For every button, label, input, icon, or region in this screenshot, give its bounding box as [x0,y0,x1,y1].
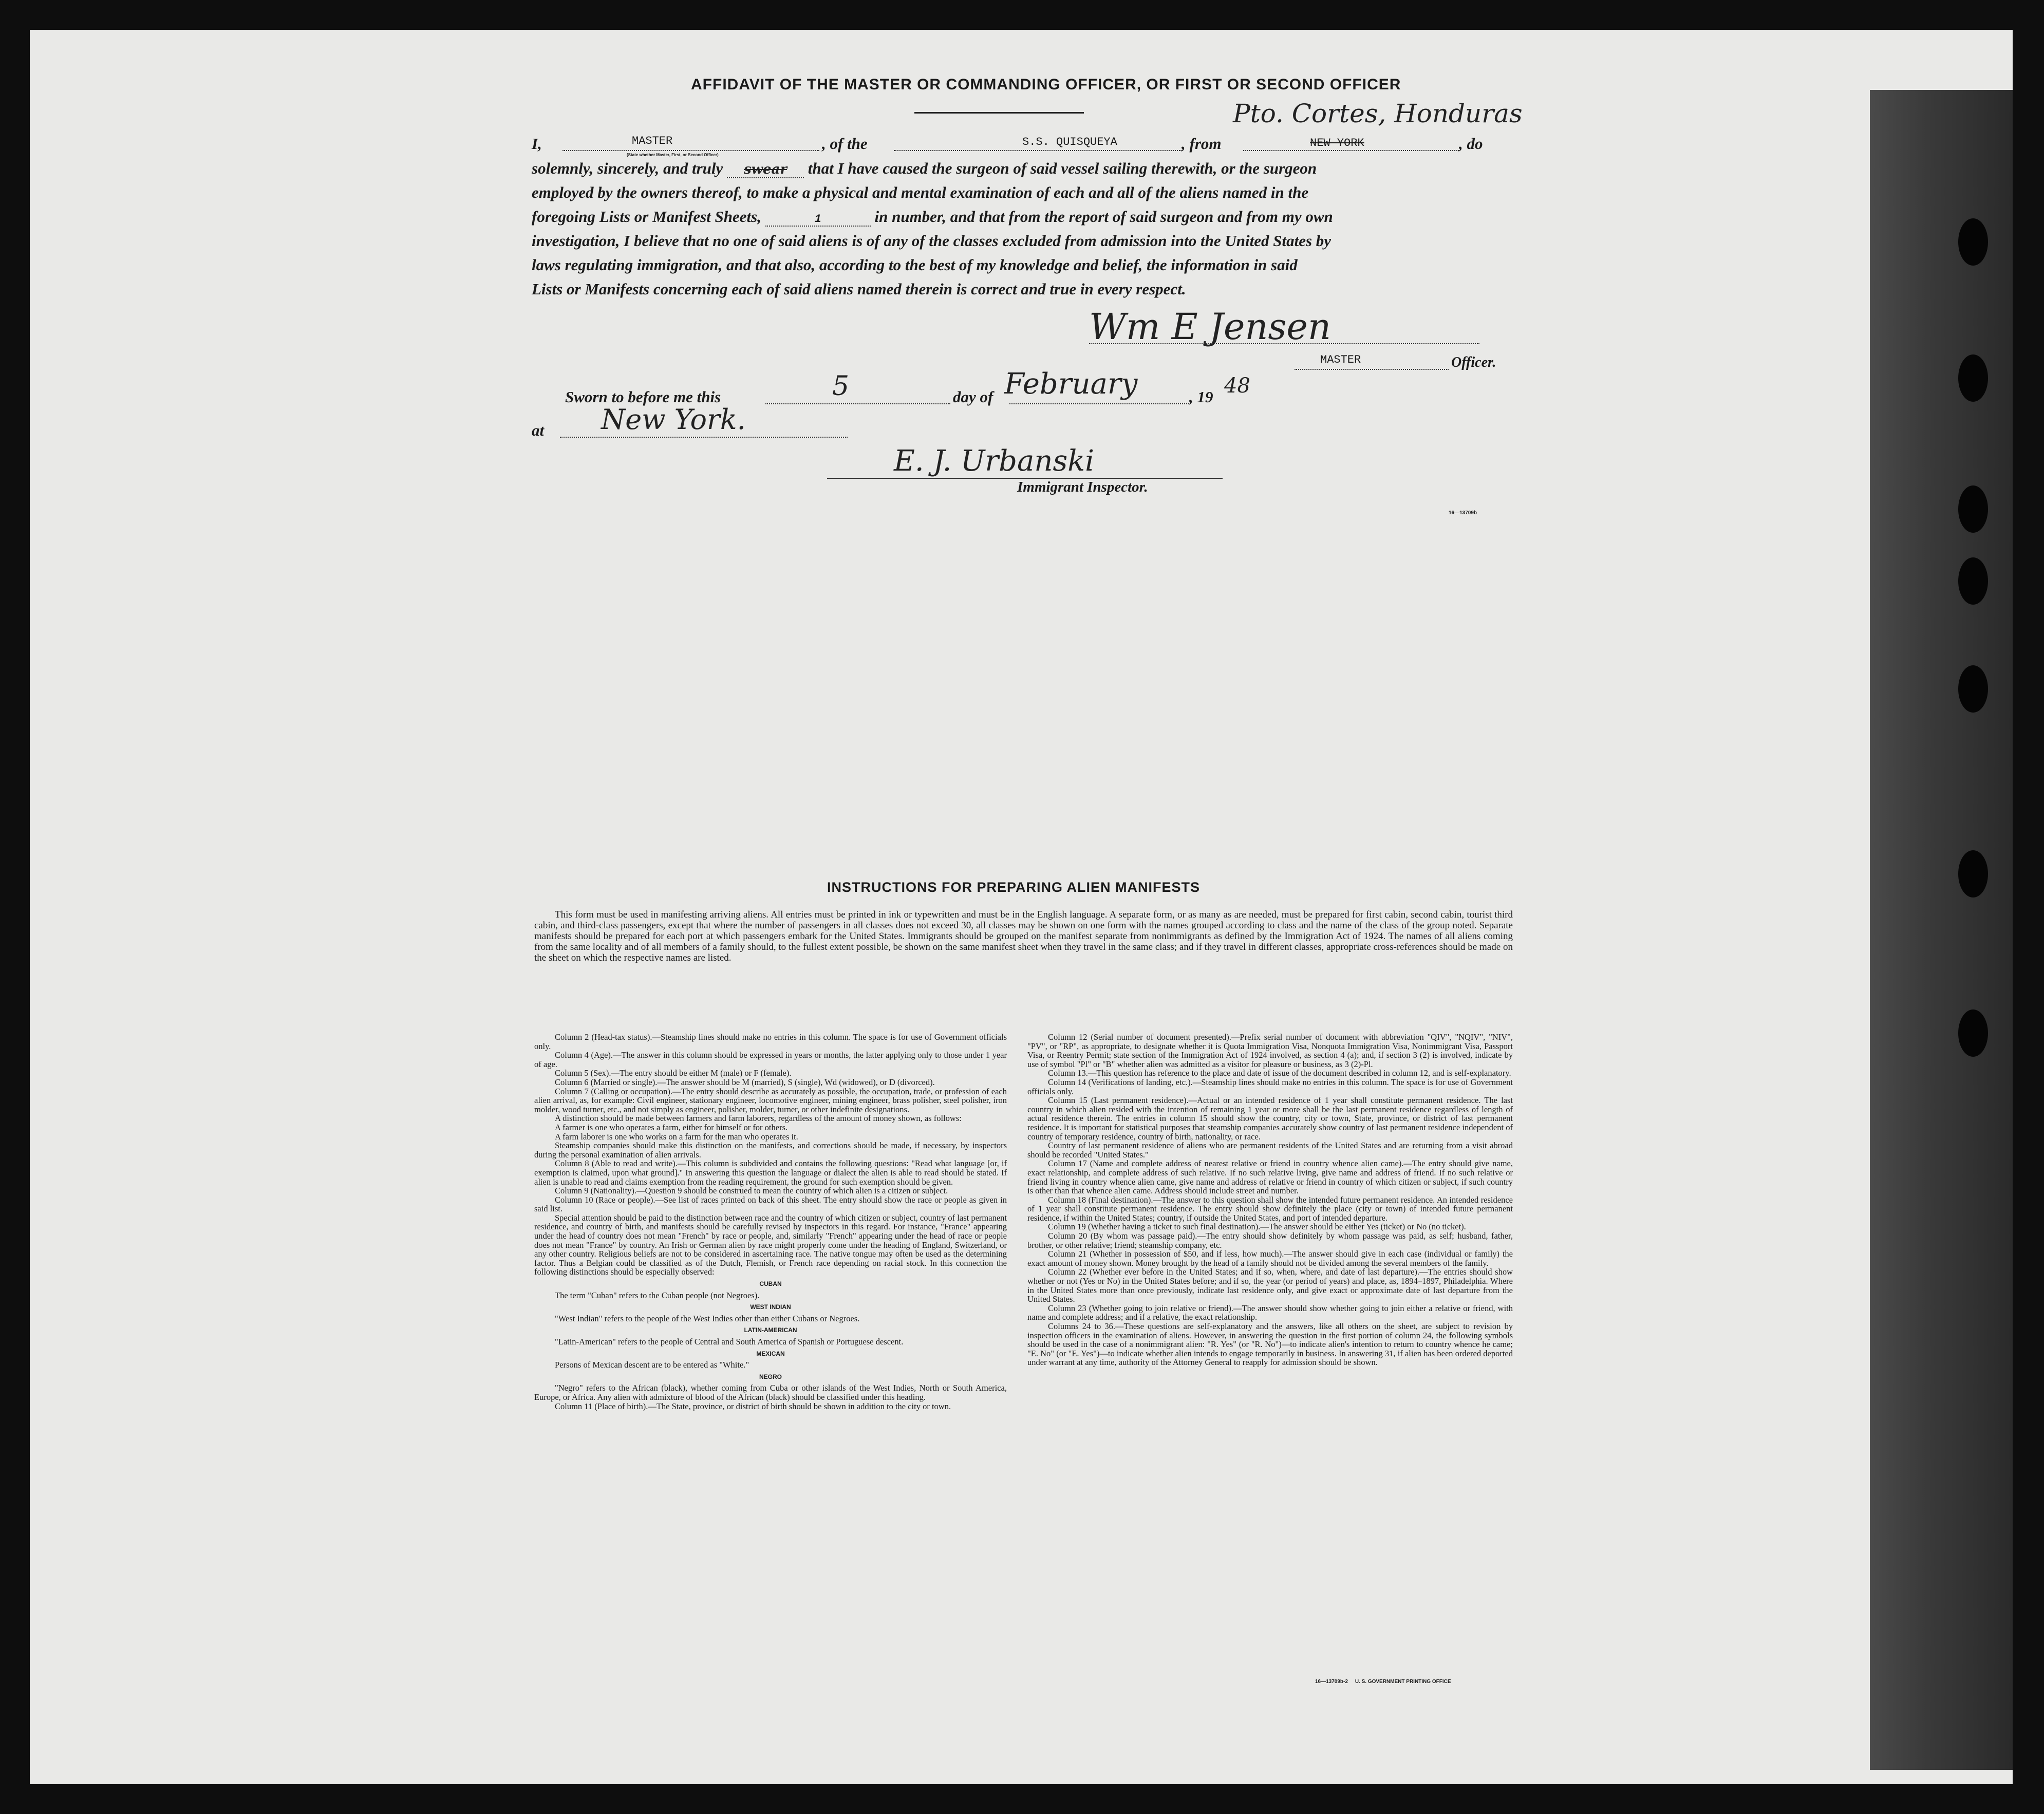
punch-hole [1958,850,1988,897]
day-of-label: day of [953,388,993,406]
i-label: I, [532,135,542,153]
sig-rank: MASTER [1320,353,1361,366]
latin-american-heading: LATIN-AMERICAN [744,1326,797,1334]
instructions-left-column: Column 2 (Head-tax status).—Steamship lines should make no entries in this column. The space is for use of Government officials only. Column 4 (Age).—The answer in this column should be expressed in years or months, the latter applying only to those under 1 year of age. Column 5 (Sex).—The entry should be either M (male) or F (female). Column 6 (Married or single).—The answer should be M (married), S (single), Wd (widowed), or D (divorced). Column 7 (Calling or occupation).—The entry should describe as accurately as possible, the occupation, trade, or profession of each alien arrival, as, for example: Civil engineer, stationary engineer, locomotive engineer, mining engineer, brass polisher, steel polisher, iron molder, wood turner, etc., and not simply as engineer, polisher, molder, turner, or other indefinite designations. A distinction should be made between farmers and farm laborers, regardless of the amount of money shown, as follows: A farmer is one who operates a farm, either for himself or for others. A farm laborer is one who works on a farm for the man who operates it. Steamship companies should make this distinction on the manifests, and corrections should be made, if necessary, by inspectors during the personal examination of alien arrivals. Column 8 (Able to read and write).—This column is subdivided and contains the following questions: "Read what language [or, if exemption is claimed, upon what ground]." In answering this question the language or dialect the alien is able to read should be stated. If alien is unable to read and claims exemption from the reading requirement, the ground for such exemption should be given. Column 9 (Nationality).—Question 9 should be construed to mean the country of which alien is a citizen or subject. Column 10 (Race or people).—See list of races printed on back of this sheet. The entry should show the race or people as given in said list. Special attention should be paid to the distinction between race and the country of which citizen or subject, country of last permanent residence, and country of birth, and manifests should be carefully revised by inspectors in this regard. For instance, "France" appearing under the head of country does not mean "French" by race or people, and, similarly "French" appearing under the head of race or people does not mean "France" by country. An Irish or German alien by race might properly come under the heading of England, Switzerland, or any other country. Religious beliefs are not to be considered in ascertaining race. The native tongue may often be used as the determining factor. Thus a Belgian could be classified as of the Dutch, Flemish, or French race depending on racial stock. In this connection the following distinctions should be especially observed: CUBAN The term "Cuban" refers to the Cuban people (not Negroes). WEST INDIAN "West Indian" refers to the people of the West Indies other than either Cubans or Negroes. LATIN-AMERICAN "Latin-American" refers to the people of Central and South America of Spanish or Portuguese descent. MEXICAN Persons of Mexican descent are to be entered as "White." NEGRO "Negro" refers to the African (black), whether coming from Cuba or other islands of the West Indies, North or South America, Europe, or Africa. Any alien with admixture of blood of the African (black) should be classified under this heading. Column 11 (Place of birth).—The State, province, or district of birth should be shown in addition to the city or town. [534,1032,1007,1411]
punch-hole [1958,354,1988,402]
title-rule [914,112,1084,114]
punch-hole [1958,218,1988,266]
printing-office-footer: 16—13709b-2 U. S. GOVERNMENT PRINTING OFFICE [1315,1679,1451,1685]
officer-label: Officer. [1451,354,1496,370]
from-handwritten: Pto. Cortes, Honduras [1233,99,1523,128]
mexican-heading: MEXICAN [756,1350,785,1357]
affidavit-line-3: employed by the owners thereof, to make a physical and mental examination of each and all of the aliens named in the [532,183,1309,201]
sworn-place: New York. [601,403,746,436]
instructions-intro: This form must be used in manifesting arriving aliens. All entries must be printed in ink or typewritten and must be in the English language. A separate form, or as many as are needed, must be prepared for first cabin, second cabin, tourist third cabin, and third-class passengers, except that where the number of passengers in all classes does not exceed 30, all classes may be shown on one form with the names grouped according to class and the name of the class of the group noted. Separate manifests should be prepared for each port at which passengers embark for the United States. Immigrants should be grouped on the manifest separate from nonimmigrants as defined by the Immigration Act of 1924. The names of all aliens coming from the same locality and of all members of a family should, to the fullest extent possible, be shown on the same manifest sheet when they travel in the same class; and if they travel in different classes, appropriate cross-references should be made on the sheet on which the respective names are listed. [534,909,1513,963]
punch-hole [1958,485,1988,533]
affidavit-line-5: investigation, I believe that no one of said aliens is of any of the classes excluded from admission into the United States by [532,232,1332,250]
inspector-label: Immigrant Inspector. [1017,479,1148,495]
at-label: at [532,421,545,439]
of-the-label: , of the [822,135,868,153]
from-typed: NEW YORK [1310,137,1364,149]
officer-rank: MASTER [632,135,673,147]
sworn-day: 5 [832,371,850,402]
negro-heading: NEGRO [759,1373,782,1380]
instructions-title: INSTRUCTIONS FOR PREPARING ALIEN MANIFESTS [827,880,1201,895]
affidavit-line-7: Lists or Manifests concerning each of said aliens named therein is correct and true in every respect. [532,280,1186,298]
instructions-right-column: Column 12 (Serial number of document presented).—Prefix serial number of document with abbreviation "QIV", "NQIV", "NIV", "PV", or "RP", as appropriate, to designate whether it is Quota Immigration Visa, Nonquota Immigration Visa, Nonimmigrant Visa, Passport Visa, or Reentry Permit; state section of the Immigration Act of 1924 involved, as section 4 (a); and, if section 3 (2) is involved, indicate by use of symbol "Pl" or "B" whether alien was admitted as a visitor for pleasure or business, as 3 (2)-Pl. Column 13.—This question has reference to the place and date of issue of the document described in column 12, and is self-explanatory. Column 14 (Verifications of landing, etc.).—Steamship lines should make no entries in this column. The space is for use of Government officials only. Column 15 (Last permanent residence).—Actual or an intended residence of 1 year shall constitute permanent residence. The last country in which alien resided with the intention of remaining 1 year or more shall be the last permanent residence regardless of length of actual residence therein. The entries in column 15 should show the country, city or town, State, province, or district of last permanent residence. It is important for statistical purposes that steamship companies accurately show country of last permanent residence independent of country of temporary residence, country of birth, nationality, or race. Country of last permanent residence of aliens who are permanent residents of the United States and are returning from a visit abroad should be recorded "United States." Column 17 (Name and complete address of nearest relative or friend in country whence alien came).—The entry should give name, exact relationship, and complete address of such relative. If no such relative living, give name and address of friend. If no such relative or friend living in country whence alien came, give name and address of relative or friend in country of which citizen or subject, if such country is other than that whence alien came. Address should include street and number. Column 18 (Final destination).—The answer to this question shall show the intended future permanent residence. An intended residence of 1 year shall constitute permanent residence. The entry should show definitely the place (city or town) of intended future permanent residence, if within the United States; country, if outside the United States, and port of intended departure. Column 19 (Whether having a ticket to such final destination).—The answer should be either Yes (ticket) or No (no ticket). Column 20 (By whom was passage paid).—The entry should show definitely by whom passage was paid, as self; husband, father, brother, or other relative; friend; steamship company, etc. Column 21 (Whether in possession of $50, and if less, how much).—The answer should give in each case (individual or family) the exact amount of money shown. Money brought by the head of a family should not be divided among the several members of the family. Column 22 (Whether ever before in the United States; and if so, when, where, and date of last departure).—The entries should show whether or not (Yes or No) in the United States before; and if so, the year (or period of years) and place, as, 1894–1897, Philadelphia. Where in the United States more than once previously, indicate last residence only, and give exact or approximate date of last departure from the United States. Column 23 (Whether going to join relative or friend).—The answer should show whether going to join either a relative or friend, with name and complete address; and if a relative, the exact relationship. Columns 24 to 36.—These questions are self-explanatory and the answers, like all others on the sheet, are subject to revision by inspection officers in the examination of aliens. However, in answering the question in the first portion of column 24, the following symbols should be used in the case of a nonimmigrant alien: "R. Yes" (or "R. No")—to indicate alien's intention to return to country whence he came; "E. No" (or "E. Yes")—to indicate whether alien intends to engage temporarily in business. In answering 31, if alien has been ordered deported under warrant at any time, authority of the Attorney General to reapply for admission should be shown. [1027,1032,1513,1368]
state-note: (State whether Master, First, or Second Officer) [627,153,719,157]
year-prefix: , 19 [1189,388,1213,406]
sheets-count: 1 [765,213,871,227]
affidavit-line-6: laws regulating immigration, and that also, according to the best of my knowledge and belief, the information in said [532,256,1298,274]
punch-hole [1958,557,1988,605]
west-indian-heading: WEST INDIAN [750,1303,791,1311]
inspector-signature: E. J. Urbanski [894,444,1095,478]
sworn-year: 48 [1224,374,1250,398]
punch-hole [1958,1009,1988,1057]
vessel-name: S.S. QUISQUEYA [1022,136,1117,148]
master-signature: Wm E Jensen [1089,306,1331,348]
affidavit-line-4: foregoing Lists or Manifest Sheets, 1 in number, and that from the report of said surgeon and from my own [532,208,1333,226]
oath-word: swear [727,162,804,178]
do-label: , do [1459,135,1483,153]
binding-stripe [1870,90,2013,1770]
cuban-heading: CUBAN [759,1280,782,1288]
from-label: , from [1182,135,1222,153]
sworn-month: February [1004,367,1138,401]
affidavit-title: AFFIDAVIT OF THE MASTER OR COMMANDING OFFICER, OR FIRST OR SECOND OFFICER [691,76,1401,93]
form-code: 16—13709b [1449,510,1477,516]
affidavit-line-2: solemnly, sincerely, and truly swear that I have caused the surgeon of said vessel sailing therewith, or the surgeon [532,159,1317,177]
sworn-label: Sworn to before me this [565,388,721,406]
punch-hole [1958,665,1988,713]
